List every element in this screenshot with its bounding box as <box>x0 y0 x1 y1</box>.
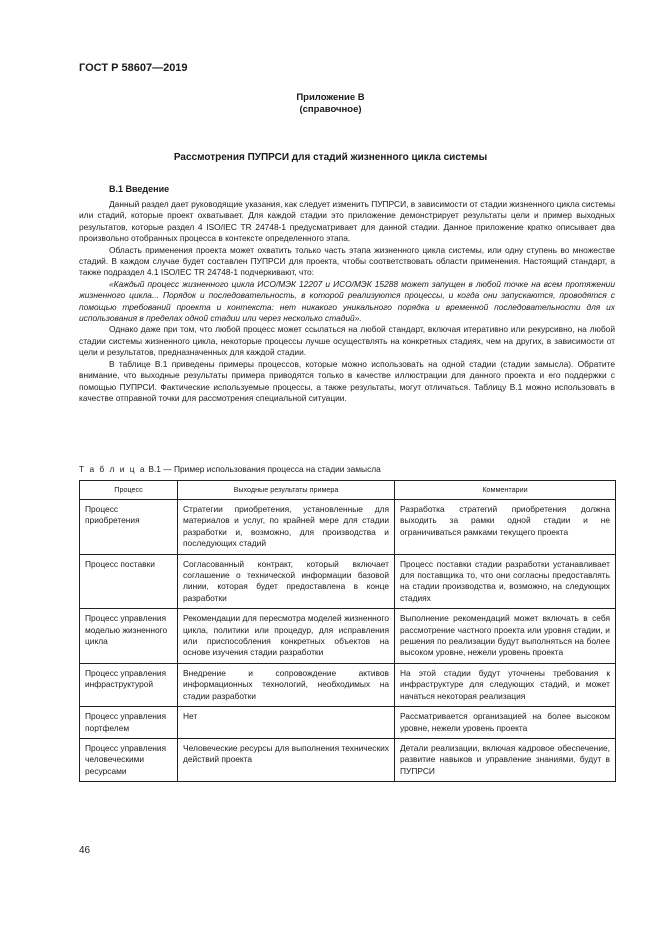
body-text <box>79 199 615 404</box>
table-cell: Рассматривается организацией на более высоком уровне, нежели уровень проекта <box>395 707 616 739</box>
table-row <box>80 738 616 781</box>
table-cell: Процесс управления моделью жизненного цикла <box>80 609 178 664</box>
table-cell: Нет <box>178 707 395 739</box>
table-caption-text: В.1 — Пример использования процесса на стадии замысла <box>146 464 381 474</box>
table-row <box>80 554 616 609</box>
appendix-label: Приложение В <box>296 92 365 103</box>
quote-paragraph: «Каждый процесс жизненного цикла ИСО/МЭК 12207 и ИСО/МЭК 15288 может запущен в любой точке на всем протяжении жизненного цикла... Порядок и последовательность, в которой реализуются процессы, и когда они запускаются, проводятся с помощью требований проекта и контекста: нет никакого уникального порядка и временной последовательности для их использования в пределах одной стадии или через несколько стадий». <box>79 278 615 324</box>
paragraph: Однако даже при том, что любой процесс может ссылаться на любой стандарт, включая итеративно или рекурсивно, на любой стадии системы жизненного цикла, некоторые процессы лучше осуществлять на конкретных стадиях, чем на других, в зависимости от цели и результатов, предназначенных для каждой стадии. <box>79 324 615 358</box>
appendix-note: (справочное) <box>299 104 362 115</box>
table-cell: Процесс управления инфраструктурой <box>80 663 178 706</box>
paragraph: Данный раздел дает руководящие указания, как следует изменить ПУПРСИ, в зависимости от стадии жизненного цикла системы или стадий, которые проект охватывает. Для каждой стадии это приложение демонстрирует результаты цели и пример выходных результатов, которые раздел 4 ISO/IEC TR 24748-1 предусматривает для данной стадии. Данное приложение кратко описывает два произвольно отобранных процесса в контексте определенного этапа. <box>79 199 615 244</box>
column-header: Выходные результаты примера <box>178 481 395 500</box>
process-table <box>79 480 616 782</box>
table-row <box>80 609 616 664</box>
table-cell: Процесс поставки стадии разработки устанавливает для поставщика то, что они согласны предоставлять на стадии производства и, возможно, на следующих стадиях <box>395 554 616 609</box>
paragraph: В таблице В.1 приведены примеры процессов, которые можно использовать на одной стадии (стадии замысла). Обратите внимание, что выходные результаты примера приводятся только в качестве иллюстрации для данного проекта и его поддержки с помощью ПУПРСИ. Фактические используемые процессы, а также результаты, могут отличаться. Таблицу В.1 можно использовать в качестве отправной точки для рассмотрения специальной ситуации. <box>79 358 615 403</box>
paragraph: Область применения проекта может охватить только часть этапа жизненного цикла системы, или одну ступень во множестве стадий. В каждом случае будет составлен ПУПРСИ для проекта, чтобы соответствовать области применения. Настоящий стандарт, а также подраздел 4.1 ISO/IEC TR 24748-1 подчеркивают, что: <box>79 244 615 278</box>
table-cell: Детали реализации, включая кадровое обеспечение, развитие навыков и управление знаниями, будут в ПУПРСИ <box>395 738 616 781</box>
column-header: Комментарии <box>395 481 616 500</box>
table-cell: Согласованный контракт, который включает соглашение о технической информации базовой линии, которая будет предоставлена в конце разработки <box>178 554 395 609</box>
section-heading: В.1 Введение <box>109 184 170 194</box>
document-header: ГОСТ Р 58607—2019 <box>79 62 188 74</box>
table-caption-prefix: Т а б л и ц а <box>79 464 147 474</box>
table-row <box>80 707 616 739</box>
table-cell: Стратегии приобретения, установленные для материалов и услуг, по крайней мере для стадии разработки и, возможно, для производства и последующих стадий <box>178 500 395 555</box>
table-cell: Выполнение рекомендаций может включать в себя рассмотрение частного проекта или уровня стадии, и решения по реализации будут выполняться на более высоком уровне, нежели уровень проекта <box>395 609 616 664</box>
table-cell: Процесс управления человеческими ресурсами <box>80 738 178 781</box>
table-cell: Процесс управления портфелем <box>80 707 178 739</box>
page-title: Рассмотрения ПУПРСИ для стадий жизненного цикла системы <box>173 152 488 163</box>
column-header: Процесс <box>80 481 178 500</box>
table-header-row <box>80 481 616 500</box>
table-cell: Рекомендации для пересмотра моделей жизненного цикла, политики или процедур, для исправления или приспособления конкретных объектов на основе изучения стадии разработки <box>178 609 395 664</box>
table-caption <box>79 464 381 474</box>
table-cell: Процесс поставки <box>80 554 178 609</box>
table-cell: Внедрение и сопровождение активов информационных технологий, необходимых на стадии разработки <box>178 663 395 706</box>
table-cell: Человеческие ресурсы для выполнения технических действий проекта <box>178 738 395 781</box>
table-row <box>80 663 616 706</box>
table-cell: На этой стадии будут уточнены требования к инфраструктуре для следующих стадий, и может начаться некоторая реализация <box>395 663 616 706</box>
table-cell: Разработка стратегий приобретения должна выходить за рамки одной стадии и не ограничиваться рамками текущего проекта <box>395 500 616 555</box>
page-number: 46 <box>79 845 91 856</box>
table-row <box>80 500 616 555</box>
table-cell: Процесс приобретения <box>80 500 178 555</box>
